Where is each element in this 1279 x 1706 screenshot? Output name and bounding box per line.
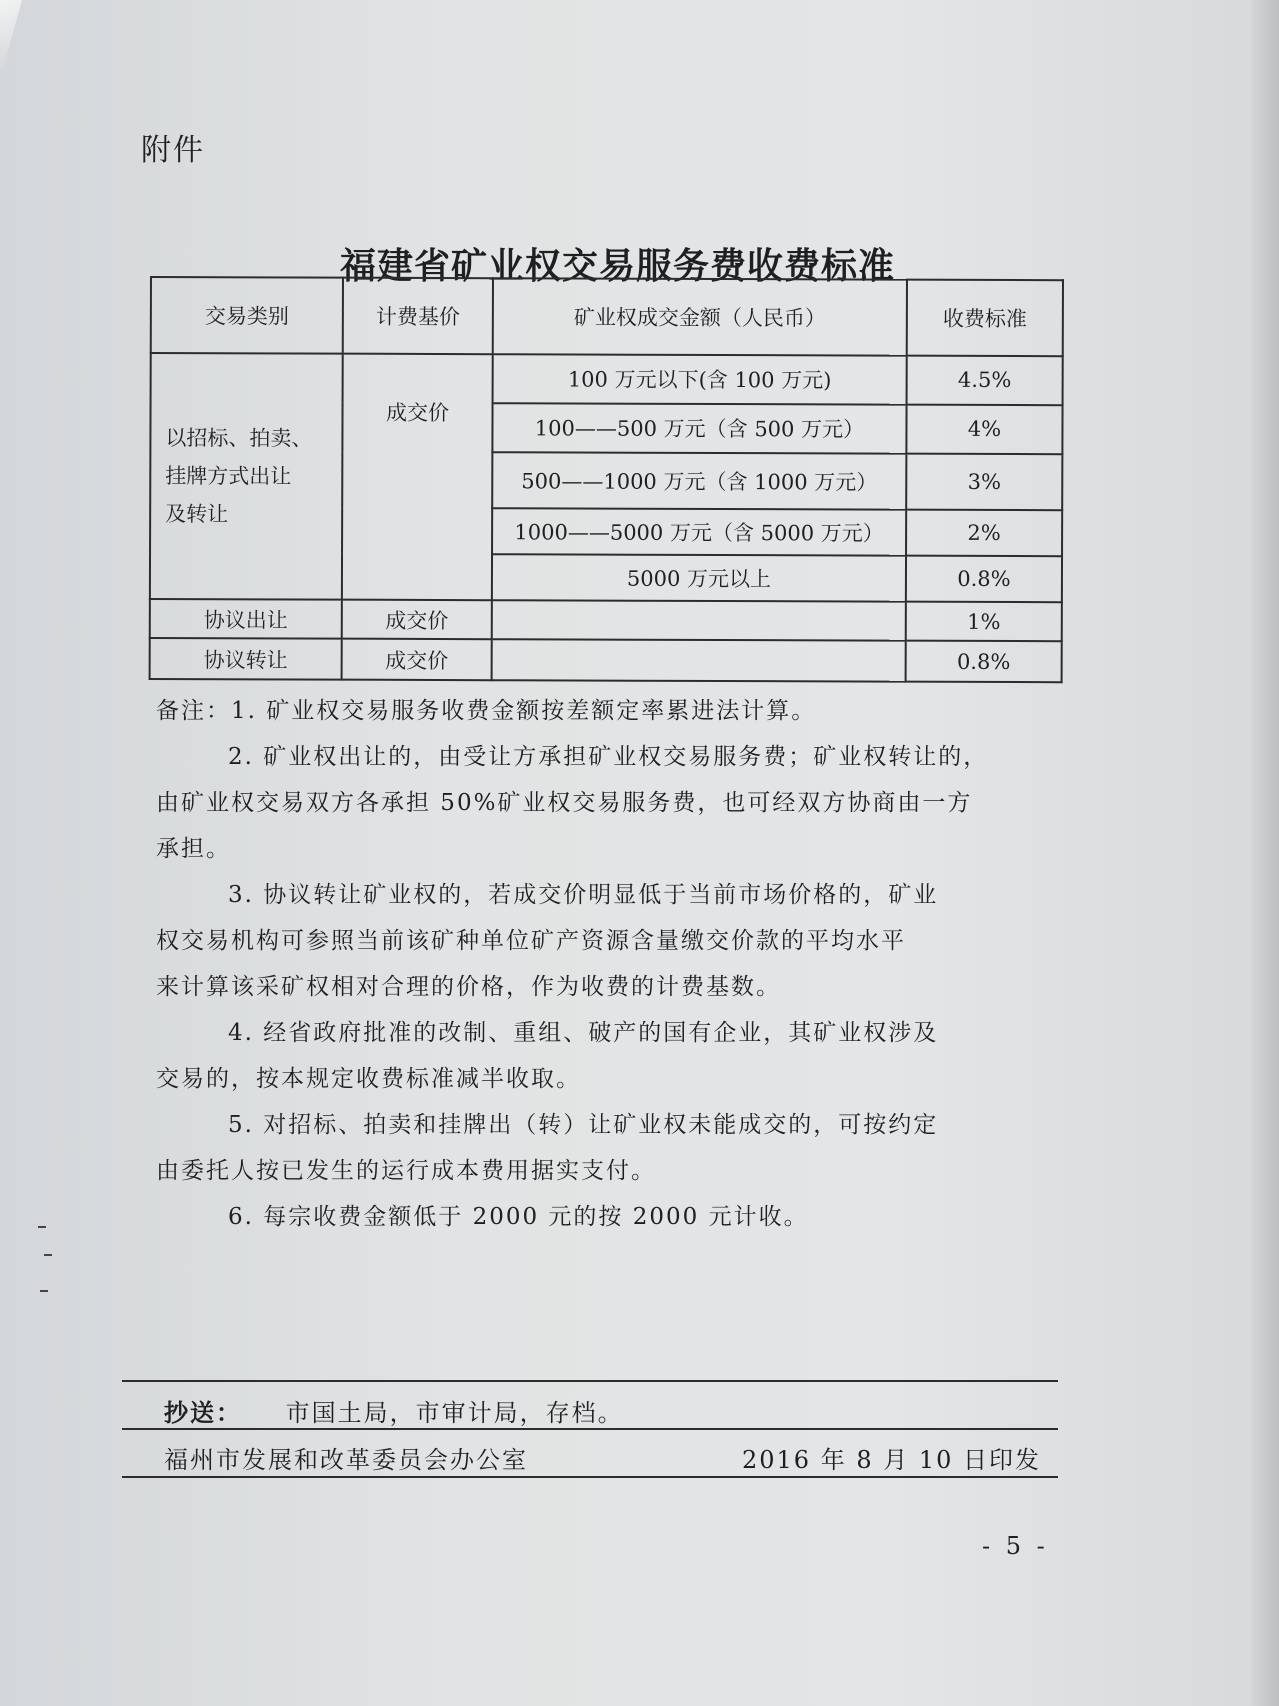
header-amount: 矿业权成交金额（人民币）	[493, 278, 907, 355]
tier-amount: 500——1000 万元（含 1000 万元）	[492, 452, 906, 510]
header-basis: 计费基价	[343, 278, 493, 354]
note-line: 由矿业权交易双方各承担 50%矿业权交易服务费，也可经双方协商由一方	[156, 790, 973, 816]
row-category: 协议转让	[150, 638, 342, 679]
notes-section	[156, 688, 1056, 1240]
table-row	[150, 599, 1062, 642]
tier-rate: 4.5%	[907, 355, 1063, 405]
main-category-cell	[150, 353, 343, 600]
fee-standard-table	[149, 276, 1064, 683]
tier-rate: 0.8%	[906, 556, 1062, 602]
table-row	[150, 638, 1062, 682]
cc-recipients: 市国土局，市审计局，存档。	[285, 1399, 624, 1427]
tier-amount: 5000 万元以上	[492, 554, 906, 601]
note-line: 3. 协议转让矿业权的，若成交价明显低于当前市场价格的，矿业	[228, 882, 939, 908]
footer-divider	[122, 1428, 1058, 1430]
tier-amount: 100 万元以下(含 100 万元)	[493, 354, 907, 404]
note-line: 4. 经省政府批准的改制、重组、破产的国有企业，其矿业权涉及	[228, 1020, 939, 1046]
tier-amount: 100——500 万元（含 500 万元）	[492, 403, 906, 453]
paper-fold-corner	[0, 0, 22, 80]
header-rate: 收费标准	[907, 280, 1063, 356]
note-line: 5. 对招标、拍卖和挂牌出（转）让矿业权未能成交的，可按约定	[228, 1112, 939, 1138]
note-line: 2. 矿业权出让的，由受让方承担矿业权交易服务费；矿业权转让的，	[228, 744, 989, 770]
margin-mark	[38, 1226, 46, 1228]
tier-amount: 1000——5000 万元（含 5000 万元）	[492, 508, 906, 555]
table-row	[151, 353, 1063, 405]
row-basis: 成交价	[342, 639, 492, 680]
main-basis-cell: 成交价	[342, 353, 493, 600]
page-number: - 5 -	[982, 1532, 1049, 1560]
note-line: 来计算该采矿权相对合理的价格，作为收费的计费基数。	[156, 974, 781, 1000]
row-basis: 成交价	[342, 600, 492, 640]
tier-rate: 4%	[906, 404, 1062, 454]
margin-mark	[44, 1254, 52, 1256]
tier-rate: 2%	[906, 510, 1062, 556]
issue-date: 2016 年 8 月 10 日印发	[742, 1446, 1042, 1474]
cc-label: 抄送：	[164, 1398, 242, 1427]
margin-mark	[40, 1290, 48, 1292]
row-category: 协议出让	[150, 599, 342, 639]
footer-divider	[122, 1380, 1058, 1382]
note-line: 由委托人按已发生的运行成本费用据实支付。	[156, 1158, 656, 1184]
row-amount	[492, 640, 906, 682]
note-line: 6. 每宗收费金额低于 2000 元的按 2000 元计收。	[228, 1204, 809, 1230]
paper-edge-shadow	[1251, 0, 1279, 1706]
main-category-line: 挂牌方式出让	[165, 463, 292, 489]
note-line: 备注：1. 矿业权交易服务收费金额按差额定率累进法计算。	[156, 698, 817, 724]
main-category-line: 及转让	[165, 501, 229, 527]
note-line: 承担。	[156, 836, 231, 862]
document-title: 福建省矿业权交易服务费收费标准	[340, 246, 896, 287]
issuer: 福州市发展和改革委员会办公室	[164, 1446, 528, 1474]
row-rate: 0.8%	[906, 641, 1062, 682]
row-rate: 1%	[906, 602, 1062, 642]
tier-rate: 3%	[906, 453, 1062, 510]
note-line: 交易的，按本规定收费标准减半收取。	[156, 1066, 581, 1092]
table-header-row	[151, 277, 1063, 356]
note-line: 权交易机构可参照当前该矿种单位矿产资源含量缴交价款的平均水平	[156, 928, 906, 954]
main-category-line: 以招标、拍卖、	[165, 425, 313, 451]
attachment-label: 附件	[141, 133, 205, 168]
cc-line	[164, 1393, 624, 1428]
header-category: 交易类别	[151, 277, 343, 353]
row-amount	[492, 600, 906, 641]
footer-divider	[122, 1476, 1058, 1478]
